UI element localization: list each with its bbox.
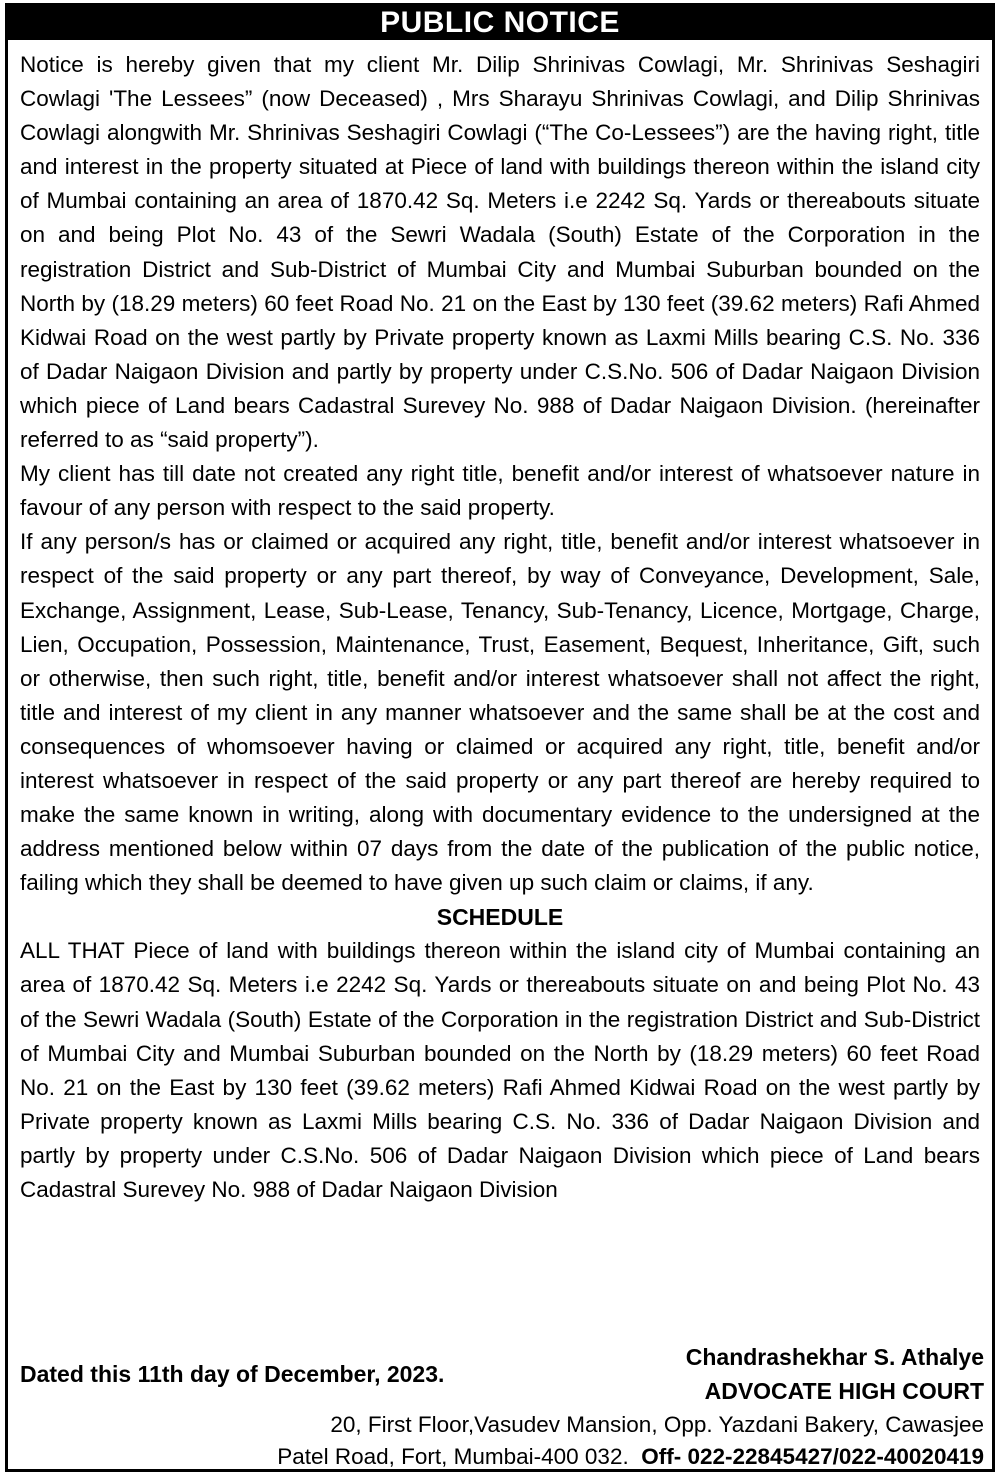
signatory-name: Chandrashekhar S. Athalye [685, 1344, 984, 1370]
signatory-designation: ADVOCATE HIGH COURT [704, 1378, 984, 1404]
notice-paragraph: Notice is hereby given that my client Mr. Dilip Shrinivas Cowlagi, Mr. Shrinivas Seshagiri Cowlagi 'The Lessees” (now Deceased) , Mrs Sharayu Shrinivas Cowlagi, and Dilip Shrinivas Cowlagi alongwith Mr. Shrinivas Seshagiri Cowlagi (“The Co-Lessees”) are the having right, title and interest in the property situated at Piece of land with buildings thereon within the island city of Mumbai containing an area of 1870.42 Sq. Meters i.e 2242 Sq. Yards or thereabouts situate on and being Plot No. 43 of the Sewri Wadala (South) Estate of the Corporation in the registration District and Sub-District of Mumbai City and Mumbai Suburban bounded on the North by (18.29 meters) 60 feet Road No. 21 on the East by 130 feet (39.62 meters) Rafi Ahmed Kidwai Road on the west partly by Private property known as Laxmi Mills bearing C.S. No. 336 of Dadar Naigaon Division and partly by property under C.S.No. 506 of Dadar Naigaon Division which piece of Land bears Cadastral Surevey No. 988 of Dadar Naigaon Division. (hereinafter referred to as “said property”). [20, 52, 980, 453]
address-line-2-wrap [277, 1441, 984, 1473]
public-notice [5, 3, 995, 1472]
notice-title: PUBLIC NOTICE [8, 6, 992, 40]
office-phone: Off- 022-22845427/022-40020419 [641, 1444, 984, 1469]
address-line-2: Patel Road, Fort, Mumbai-400 032. [277, 1444, 629, 1469]
signature-block [686, 1340, 984, 1408]
schedule-text: ALL THAT Piece of land with buildings thereon within the island city of Mumbai containing an area of 1870.42 Sq. Meters i.e 2242 Sq. Yards or thereabouts situate on and being Plot No. 43 of the Sewri Wadala (South) Estate of the Corporation in the registration District and Sub-District of Mumbai City and Mumbai Suburban bounded on the North by (18.29 meters) 60 feet Road No. 21 on the East by 130 feet (39.62 meters) Rafi Ahmed Kidwai Road on the west partly by Private property known as Laxmi Mills bearing C.S. No. 336 of Dadar Naigaon Division and partly by property under C.S.No. 506 of Dadar Naigaon Division which piece of Land bears Cadastral Surevey No. 988 of Dadar Naigaon Division [20, 938, 980, 1202]
address-line-1: 20, First Floor,Vasudev Mansion, Opp. Yazdani Bakery, Cawasjee [330, 1412, 984, 1437]
notice-paragraph: My client has till date not created any right title, benefit and/or interest of whatsoever nature in favour of any person with respect to the said property. [20, 461, 980, 521]
address-block [277, 1409, 984, 1473]
notice-body [20, 48, 980, 1207]
notice-paragraph: If any person/s has or claimed or acquired any right, title, benefit and/or interest whatsoever in respect of the said property or any part thereof, by way of Conveyance, Development, Sale, Exchange, Assignment, Lease, Sub-Lease, Tenancy, Sub-Tenancy, Licence, Mortgage, Charge, Lien, Occupation, Possession, Maintenance, Trust, Easement, Bequest, Inheritance, Gift, such or otherwise, then such right, title, benefit and/or interest whatsoever shall not affect the right, title and interest of my client in any manner whatsoever and the same shall be at the cost and consequences of whomsoever having or claimed or acquired any right, title, benefit and/or interest whatsoever in respect of the said property or any part thereof are hereby required to make the same known in writing, along with documentary evidence to the undersigned at the address mentioned below within 07 days from the date of the publication of the public notice, failing which they shall be deemed to have given up such claim or claims, if any. [20, 529, 980, 896]
schedule-heading: SCHEDULE [436, 904, 564, 931]
dated-line: Dated this 11th day of December, 2023. [20, 1361, 445, 1387]
